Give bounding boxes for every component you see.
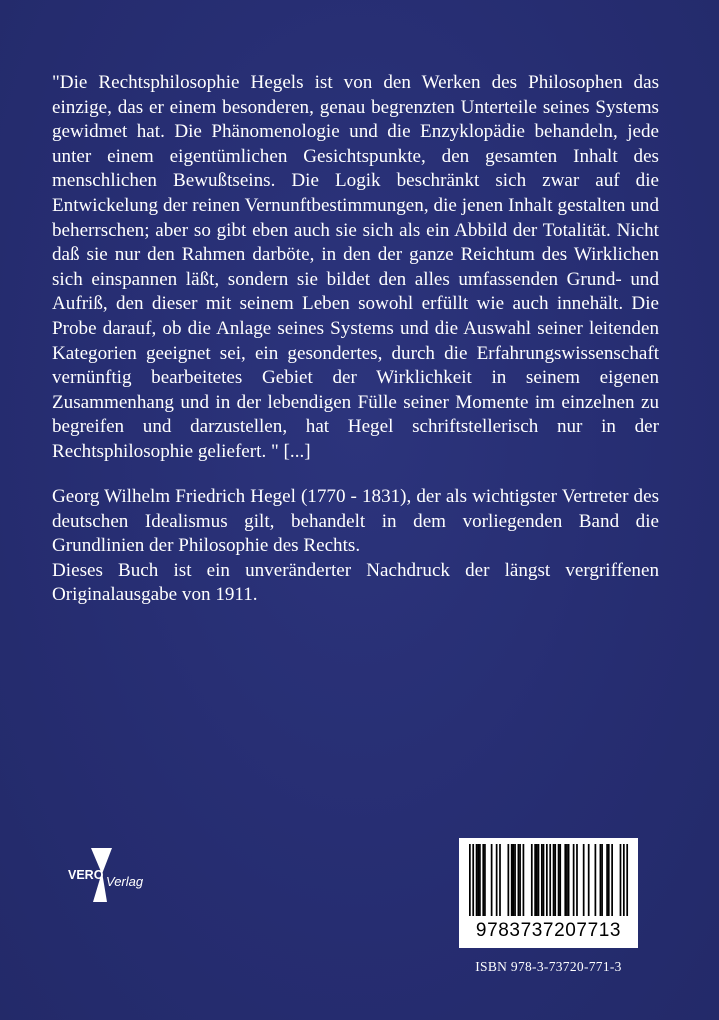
about-block bbox=[52, 485, 659, 608]
barcode-bar bbox=[538, 844, 540, 916]
barcode-bar bbox=[559, 844, 561, 916]
isbn-label: ISBN 978-3-73720-771-3 bbox=[475, 959, 622, 974]
barcode-bar bbox=[499, 844, 501, 916]
barcode-bar bbox=[608, 844, 610, 916]
barcode-bar bbox=[534, 844, 536, 916]
barcode bbox=[459, 838, 638, 948]
logo-text-vero: VERO bbox=[68, 868, 104, 882]
quote-block bbox=[52, 71, 659, 465]
about-paragraph-2: Dieses Buch ist ein unveränderter Nachdruck der längst vergriffenen Originalausgabe von 1911. bbox=[52, 559, 659, 606]
barcode-bar bbox=[553, 844, 555, 916]
barcode-bar bbox=[511, 844, 513, 916]
barcode-bar bbox=[623, 844, 625, 916]
barcode-bar bbox=[546, 844, 548, 916]
barcode-bar bbox=[491, 844, 493, 916]
barcode-bar bbox=[482, 844, 484, 916]
barcode-bar bbox=[536, 844, 538, 916]
barcode-bar bbox=[558, 844, 560, 916]
vero-logo-icon bbox=[68, 846, 148, 906]
barcode-bar bbox=[531, 844, 533, 916]
barcode-bar bbox=[620, 844, 622, 916]
quote-text: "Die Rechtsphilosophie Hegels ist von den Werken des Philosophen das einzige, das er einem besonderen, genau begrenzten Unterteile seines Systems gewidmet hat. Die Phänomenologie und die Enzyklopädie behandeln, jede unter einem eigentümlichen Gesichtspunkte, den gesamten Inhalt des menschlichen Bewußtseins. Die Logik beschränkt sich zwar auf die Entwickelung der reinen Vernunftbestimmungen, die jenen Inhalt gestalten und beherrschen; aber so gibt eben auch sie sich als ein Abbild der Totalität. Nicht daß sie nur den Rahmen darböte, in den der ganze Reichtum des Wirklichen sich einspannen läßt, sondern sie bildet den alles umfassenden Grund- und Aufriß, den dieser mit seinem Leben sowohl erfüllt wie auch innehält. Die Probe darauf, ob die Anlage seines Systems und die Auswahl seiner leitenden Kategorien geeignet sei, ein gesondertes, durch die Erfahrungswissenschaft vernünftig bearbeitetes Gebiet der Wirklichkeit in seinem eigenen Zusammenhang und in der lebendigen Fülle seiner Momente im einzelnen zu begreifen und darzustellen, hat Hegel schriftstellerisch nur in der Rechtsphilosophie geliefert. " [...] bbox=[52, 72, 659, 462]
barcode-digits: 9783737207713 bbox=[475, 920, 622, 941]
barcode-bars bbox=[459, 838, 638, 920]
barcode-bar bbox=[549, 844, 551, 916]
barcode-bar bbox=[566, 844, 568, 916]
barcode-bar bbox=[514, 844, 516, 916]
barcode-bar bbox=[541, 844, 543, 916]
barcode-bar bbox=[543, 844, 545, 916]
barcode-bar bbox=[507, 844, 509, 916]
barcode-bar bbox=[601, 844, 603, 916]
barcode-bar bbox=[600, 844, 602, 916]
barcode-bar bbox=[523, 844, 525, 916]
barcode-bar bbox=[595, 844, 597, 916]
barcode-bar bbox=[573, 844, 575, 916]
barcode-bar bbox=[554, 844, 556, 916]
barcode-bar bbox=[611, 844, 613, 916]
barcode-bar bbox=[513, 844, 515, 916]
barcode-bar bbox=[484, 844, 486, 916]
barcode-bar bbox=[626, 844, 628, 916]
barcode-bar bbox=[496, 844, 498, 916]
barcode-bar bbox=[564, 844, 566, 916]
barcode-bar bbox=[518, 844, 520, 916]
barcode-bar bbox=[576, 844, 578, 916]
barcode-bar bbox=[606, 844, 608, 916]
barcode-bar bbox=[477, 844, 479, 916]
barcode-bar bbox=[588, 844, 590, 916]
publisher-logo bbox=[68, 846, 148, 906]
barcode-bar bbox=[479, 844, 481, 916]
barcode-bar bbox=[469, 844, 471, 916]
barcode-bar bbox=[583, 844, 585, 916]
barcode-bar bbox=[519, 844, 521, 916]
about-paragraph-1: Georg Wilhelm Friedrich Hegel (1770 - 1831), der als wichtigster Vertreter des deutschen Idealismus gilt, behandelt in dem vorliegenden Band die Grundlinien der Philosophie des Rechts. bbox=[52, 486, 659, 557]
barcode-bar bbox=[476, 844, 478, 916]
barcode-bar bbox=[568, 844, 570, 916]
logo-text-verlag: Verlag bbox=[106, 874, 144, 889]
barcode-bar bbox=[472, 844, 474, 916]
